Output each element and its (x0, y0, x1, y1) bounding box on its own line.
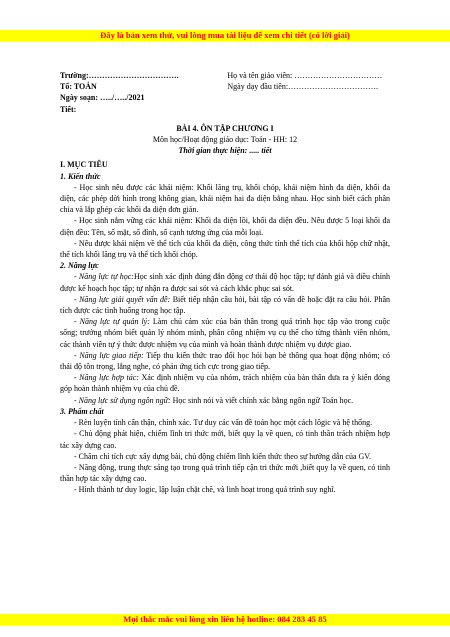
school-line: Trường:……………………………. (60, 71, 179, 80)
teaching-date-line: Ngày dạy đầu tiên:……………………………. (227, 82, 379, 92)
competence-text: Học sinh xác định đúng đắn động cơ thái độ học tập; tự đánh giá và điều chỉnh được kế hoạch học tập; tự nhận ra được sai sót và cách khắc phục sai sót. (60, 272, 391, 293)
quality-item: - Chủ động phát hiện, chiếm lĩnh tri thức mới, biết quy lạ về quen, có tinh thần trách nhiệm hợp tác xây dựng cao. (60, 429, 390, 450)
preview-banner-text: Đây là bản xem thử, vui lòng mua tài liệu để xem chi tiết (có lời giải) (100, 30, 350, 40)
lesson-title: BÀI 4. ÔN TẬP CHƯƠNG I (176, 123, 274, 133)
competence-label: - Năng lực sử dụng ngôn ngữ: (74, 395, 171, 405)
hotline-banner-text: Mọi thắc mắc vui lòng xin liên hệ hotline: 084 283 45 85 (123, 614, 327, 624)
date-line: Ngày soạn: …../…../2021 (60, 93, 145, 103)
quality-item: - Hình thành tư duy logic, lập luận chặt chẽ, và linh hoạt trong quá trình suy nghĩ. (74, 485, 336, 495)
knowledge-heading: 1. Kiến thức (60, 171, 101, 181)
preview-banner (0, 30, 450, 41)
period-line: Tiết: (60, 104, 77, 114)
knowledge-item: - Học sinh nắm vững các khái niệm: Khối đa diện lồi, khối đa diện đều. Nêu được 5 loại khối đa diện đều: Tên, số mặt, số đỉnh, số cạnh tương ứng của mỗi loại. (60, 216, 390, 237)
competence-label: - Năng lực tự học: (74, 272, 134, 282)
hotline-banner (0, 614, 450, 625)
competence-label: - Năng lực giao tiếp: (74, 350, 144, 360)
competence-item (60, 395, 390, 406)
competence-text: Tiếp thu kiến thức trao đổi học hỏi bạn bè thông qua hoạt động nhóm; có thái độ tôn trọng, lắng nghe, có phản ứng tích cực trong giao tiếp. (60, 350, 390, 372)
document-header (60, 70, 390, 115)
department-line: Tổ: TOÁN (60, 82, 97, 92)
competence-item (60, 271, 390, 293)
knowledge-item: - Nêu được khái niệm về thể tích của khối đa diện, công thức tính thể tích của khối hộp chữ nhật, thể tích khối lăng trụ và thể tích khối chóp. (60, 238, 390, 260)
quality-item: - Rèn luyện tính cẩn thận, chính xác. Tư duy các vấn đề toán học một cách lôgic và hệ thống. (74, 418, 373, 428)
quality-item: - Năng động, trung thực sáng tạo trong quá trình tiếp cận tri thức mới ,biết quy lạ về quen, có tinh thần hợp tác xây dựng cao. (60, 462, 390, 484)
competence-text: Học sinh nói và viết chính xác bằng ngôn ngữ Toán học. (170, 395, 354, 405)
competence-label: - Năng lực giải quyết vấn đề: (74, 294, 171, 304)
competence-label: - Năng lực hợp tác: (74, 373, 139, 383)
section-objectives: I. MỤC TIÊU (60, 160, 108, 170)
quality-item: - Chăm chỉ tích cực xây dựng bài, chủ động chiếm lĩnh kiến thức theo sự hướng dẫn của GV. (74, 451, 372, 461)
duration-line: Thời gian thực hiện: ..... tiết (178, 146, 272, 156)
quality-heading: 3. Phẩm chất (60, 406, 104, 416)
competence-text: Xác định nhiệm vụ của nhóm, trách nhiệm của bản thân đưa ra ý kiến đóng góp hoàn thành nhiệm vụ của chủ đề. (60, 373, 390, 394)
header-right (227, 70, 390, 115)
competence-item (60, 294, 390, 316)
competence-label: - Năng lực tự quản lý: (74, 317, 150, 327)
knowledge-item: - Học sinh nêu được các khái niệm: Khối lăng trụ, khối chóp, khái niệm hình đa diện, khối đa diện, các phép dời hình trong không gian, khái niệm hai đa diện bằng nhau. Học sinh biết cách phân chia và lắp ghép các khối đa diện đơn giản. (60, 182, 390, 215)
lesson-plan (60, 70, 390, 496)
subject-line: Môn học/Hoạt động giáo dục: Toán - HH: 12 (152, 135, 298, 145)
header-left (60, 70, 227, 115)
competence-text: Làm chủ cảm xúc của bản thân trong quá trình học tập vào trong cuộc sống; trưởng nhóm biết quản lý nhóm mình, phân công nhiệm vụ cụ thể cho từng thành viên nhóm, các thành viên tự ý thức được nhiệm vụ của mình và hoàn thành được nhiệm vụ được giao. (60, 317, 390, 349)
competence-item (60, 316, 390, 350)
teacher-line: Họ và tên giáo viên: …………………………… (227, 71, 383, 80)
competence-heading: 2. Năng lực (60, 261, 99, 271)
competence-text: Biết tiếp nhận câu hỏi, bài tập có vấn đề hoặc đặt ra câu hỏi. Phân tích được các tình huống trong học tập. (60, 294, 390, 316)
competence-item (60, 350, 390, 372)
competence-item (60, 372, 390, 394)
